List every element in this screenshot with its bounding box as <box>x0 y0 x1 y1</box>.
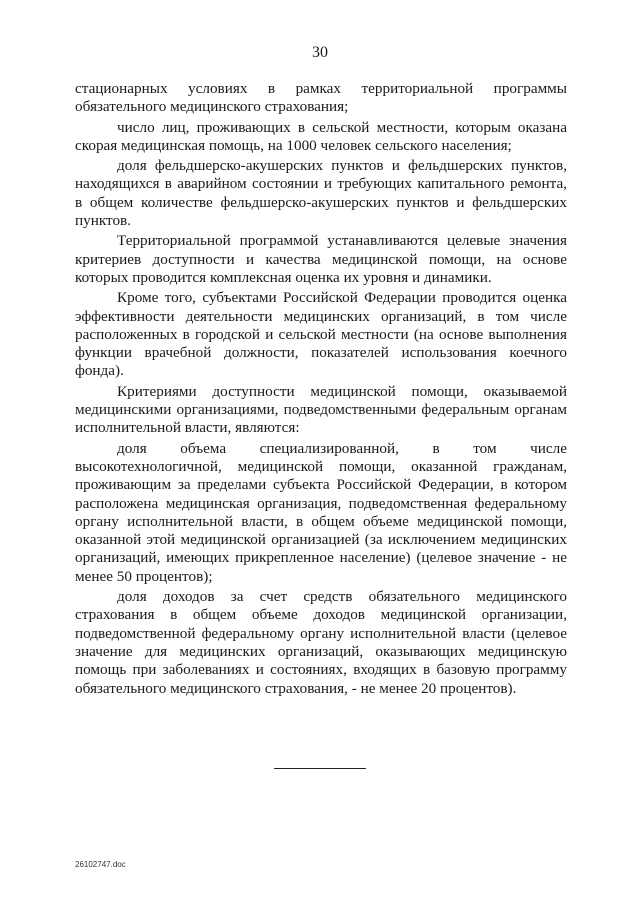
paragraph-3: доля фельдшерско-акушерских пунктов и фельдшерских пунктов, находящихся в аварийном состоянии и требующих капитального ремонта, в общем количестве фельдшерско-акушерских пунктов и фельдшерских пунктов. <box>75 157 567 230</box>
paragraph-4: Территориальной программой устанавливаются целевые значения критериев доступности и качества медицинской помощи, на основе которых проводится комплексная оценка их уровня и динамики. <box>75 232 567 286</box>
paragraph-2: число лиц, проживающих в сельской местности, которым оказана скорая медицинская помощь, на 1000 человек сельского населения; <box>75 118 567 154</box>
paragraph-1: стационарных условиях в рамках территориальной программы обязательного медицинского страхования; <box>75 80 567 116</box>
end-divider-line <box>274 768 366 769</box>
page-number: 30 <box>312 44 328 61</box>
paragraph-6: Критериями доступности медицинской помощи, оказываемой медицинскими организациями, подведомственными федеральным органам исполнительной власти, являются: <box>75 382 567 437</box>
document-body <box>75 80 567 698</box>
paragraph-7: доля объема специализированной, в том числе высокотехнологичной, медицинской помощи, оказанной гражданам, проживающим за пределами субъекта Российской Федерации, в котором расположена медицинская организация, подведомственная федеральному органу исполнительной власти, в общем объеме медицинской помощи, оказанной этой медицинской организацией (за исключением медицинских организаций, имеющих прикрепленное население) (целевое значение - не менее 50 процентов); <box>75 439 567 585</box>
paragraph-8: доля доходов за счет средств обязательного медицинского страхования в общем объеме доходов медицинской организации, подведомственной федеральному органу исполнительной власти (целевое значение для медицинских организаций, оказывающих медицинскую помощь при заболеваниях и состояниях, входящих в базовую программу обязательного медицинского страхования, - не менее 20 процентов). <box>75 588 567 697</box>
footer-doc-code: 26102747.doc <box>75 860 126 869</box>
paragraph-5: Кроме того, субъектами Российской Федерации проводится оценка эффективности деятельности медицинских организаций, в том числе расположенных в городской и сельской местности (на основе выполнения функции врачебной должности, показателей использования коечного фонда). <box>75 289 567 380</box>
